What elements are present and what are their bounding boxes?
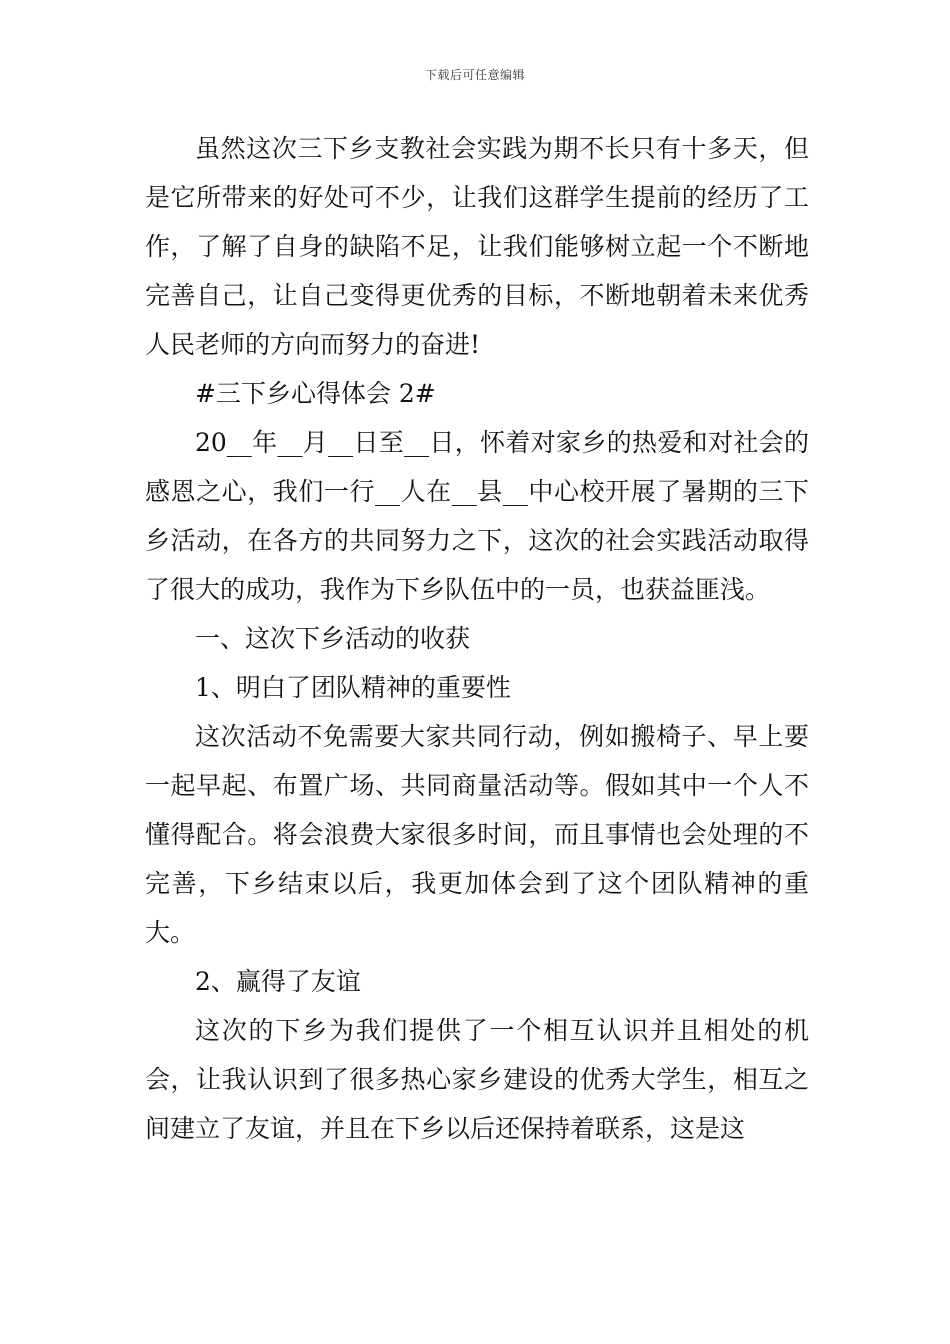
subheading-teamwork: 1、明白了团队精神的重要性 (195, 673, 511, 702)
page-header-note: 下载后可任意编辑 (424, 68, 525, 82)
paragraph-intro: 虽然这次三下乡支教社会实践为期不长只有十多天，但是它所带来的好处可不少，让我们这群学生提前的经历了工作，了解了自身的缺陷不足，让我们能够树立起一个不断地完善自己，让自己变得更优秀的目标，不断地朝着未来优秀人民老师的方向而努力的奋进! (145, 134, 809, 359)
document-body (145, 124, 809, 1153)
subheading-friendship: 2、赢得了友谊 (195, 967, 361, 996)
section-heading: #三下乡心得体会 2# (195, 379, 436, 408)
subheading-harvest: 一、这次下乡活动的收获 (195, 624, 471, 653)
paragraph-overview: 20__年__月__日至__日，怀着对家乡的热爱和对社会的感恩之心，我们一行__人在__县__中心校开展了暑期的三下乡活动，在各方的共同努力之下，这次的社会实践活动取得了很大的成功，我作为下乡队伍中的一员，也获益匪浅。 (145, 428, 809, 604)
paragraph-friendship: 这次的下乡为我们提供了一个相互认识并且相处的机会，让我认识到了很多热心家乡建设的优秀大学生，相互之间建立了友谊，并且在下乡以后还保持着联系，这是这 (145, 1016, 809, 1143)
paragraph-teamwork: 这次活动不免需要大家共同行动，例如搬椅子、早上要一起早起、布置广场、共同商量活动等。假如其中一个人不懂得配合。将会浪费大家很多时间，而且事情也会处理的不完善，下乡结束以后，我更加体会到了这个团队精神的重大。 (145, 722, 809, 947)
